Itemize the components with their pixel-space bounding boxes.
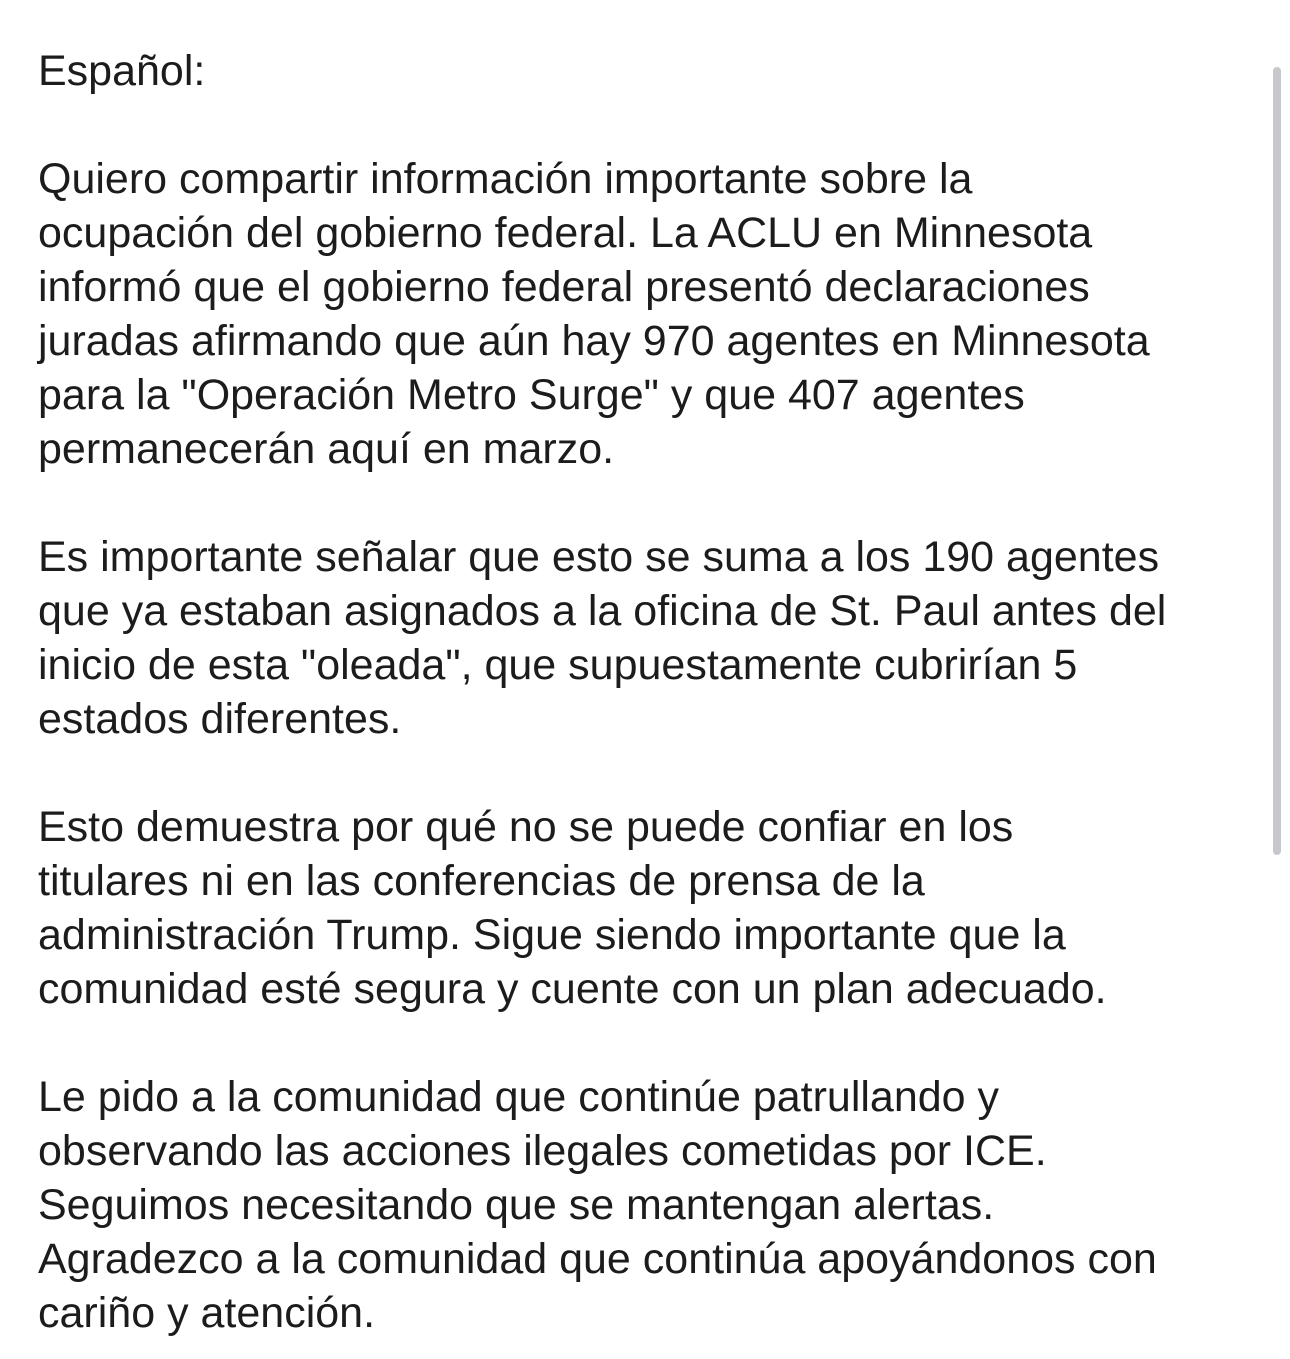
text-line: estados diferentes. — [38, 695, 402, 743]
text-line: titulares ni en las conferencias de prensa de la — [38, 857, 925, 905]
text-line: permanecerán aquí en marzo. — [38, 425, 615, 473]
text-line: que ya estaban asignados a la oficina de St. Paul antes del — [38, 587, 1167, 635]
paragraph-spacer — [38, 1016, 1253, 1070]
paragraph-spacer — [38, 746, 1253, 800]
text-line: comunidad esté segura y cuente con un plan adecuado. — [38, 965, 1107, 1013]
text-line: para la "Operación Metro Surge" y que 407 agentes — [38, 371, 1025, 419]
text-line: administración Trump. Sigue siendo importante que la — [38, 911, 1066, 959]
text-line: inicio de esta "oleada", que supuestamente cubrirían 5 — [38, 641, 1078, 689]
text-line: Le pido a la comunidad que continúe patrullando y — [38, 1073, 1000, 1121]
text-line: ocupación del gobierno federal. La ACLU en Minnesota — [38, 209, 1093, 257]
paragraph-1 — [38, 152, 1253, 476]
note-text-body[interactable] — [38, 44, 1253, 1340]
text-line: juradas afirmando que aún hay 970 agentes en Minnesota — [38, 317, 1150, 365]
paragraph-3 — [38, 800, 1253, 1016]
text-line: Quiero compartir información importante sobre la — [38, 155, 973, 203]
text-line: Agradezco a la comunidad que continúa apoyándonos con — [38, 1235, 1157, 1283]
text-line: Esto demuestra por qué no se puede confiar en los — [38, 803, 1014, 851]
paragraph-spacer — [38, 98, 1253, 152]
text-line: Seguimos necesitando que se mantengan alertas. — [38, 1181, 995, 1229]
text-line: Es importante señalar que esto se suma a los 190 agentes — [38, 533, 1160, 581]
paragraph-4 — [38, 1070, 1253, 1340]
paragraph-2 — [38, 530, 1253, 746]
note-heading: Español: — [38, 47, 206, 95]
paragraph-spacer — [38, 476, 1253, 530]
text-line: cariño y atención. — [38, 1289, 376, 1337]
vertical-scrollbar[interactable] — [1273, 67, 1281, 855]
text-line: observando las acciones ilegales cometidas por ICE. — [38, 1127, 1047, 1175]
text-line: informó que el gobierno federal presentó declaraciones — [38, 263, 1090, 311]
